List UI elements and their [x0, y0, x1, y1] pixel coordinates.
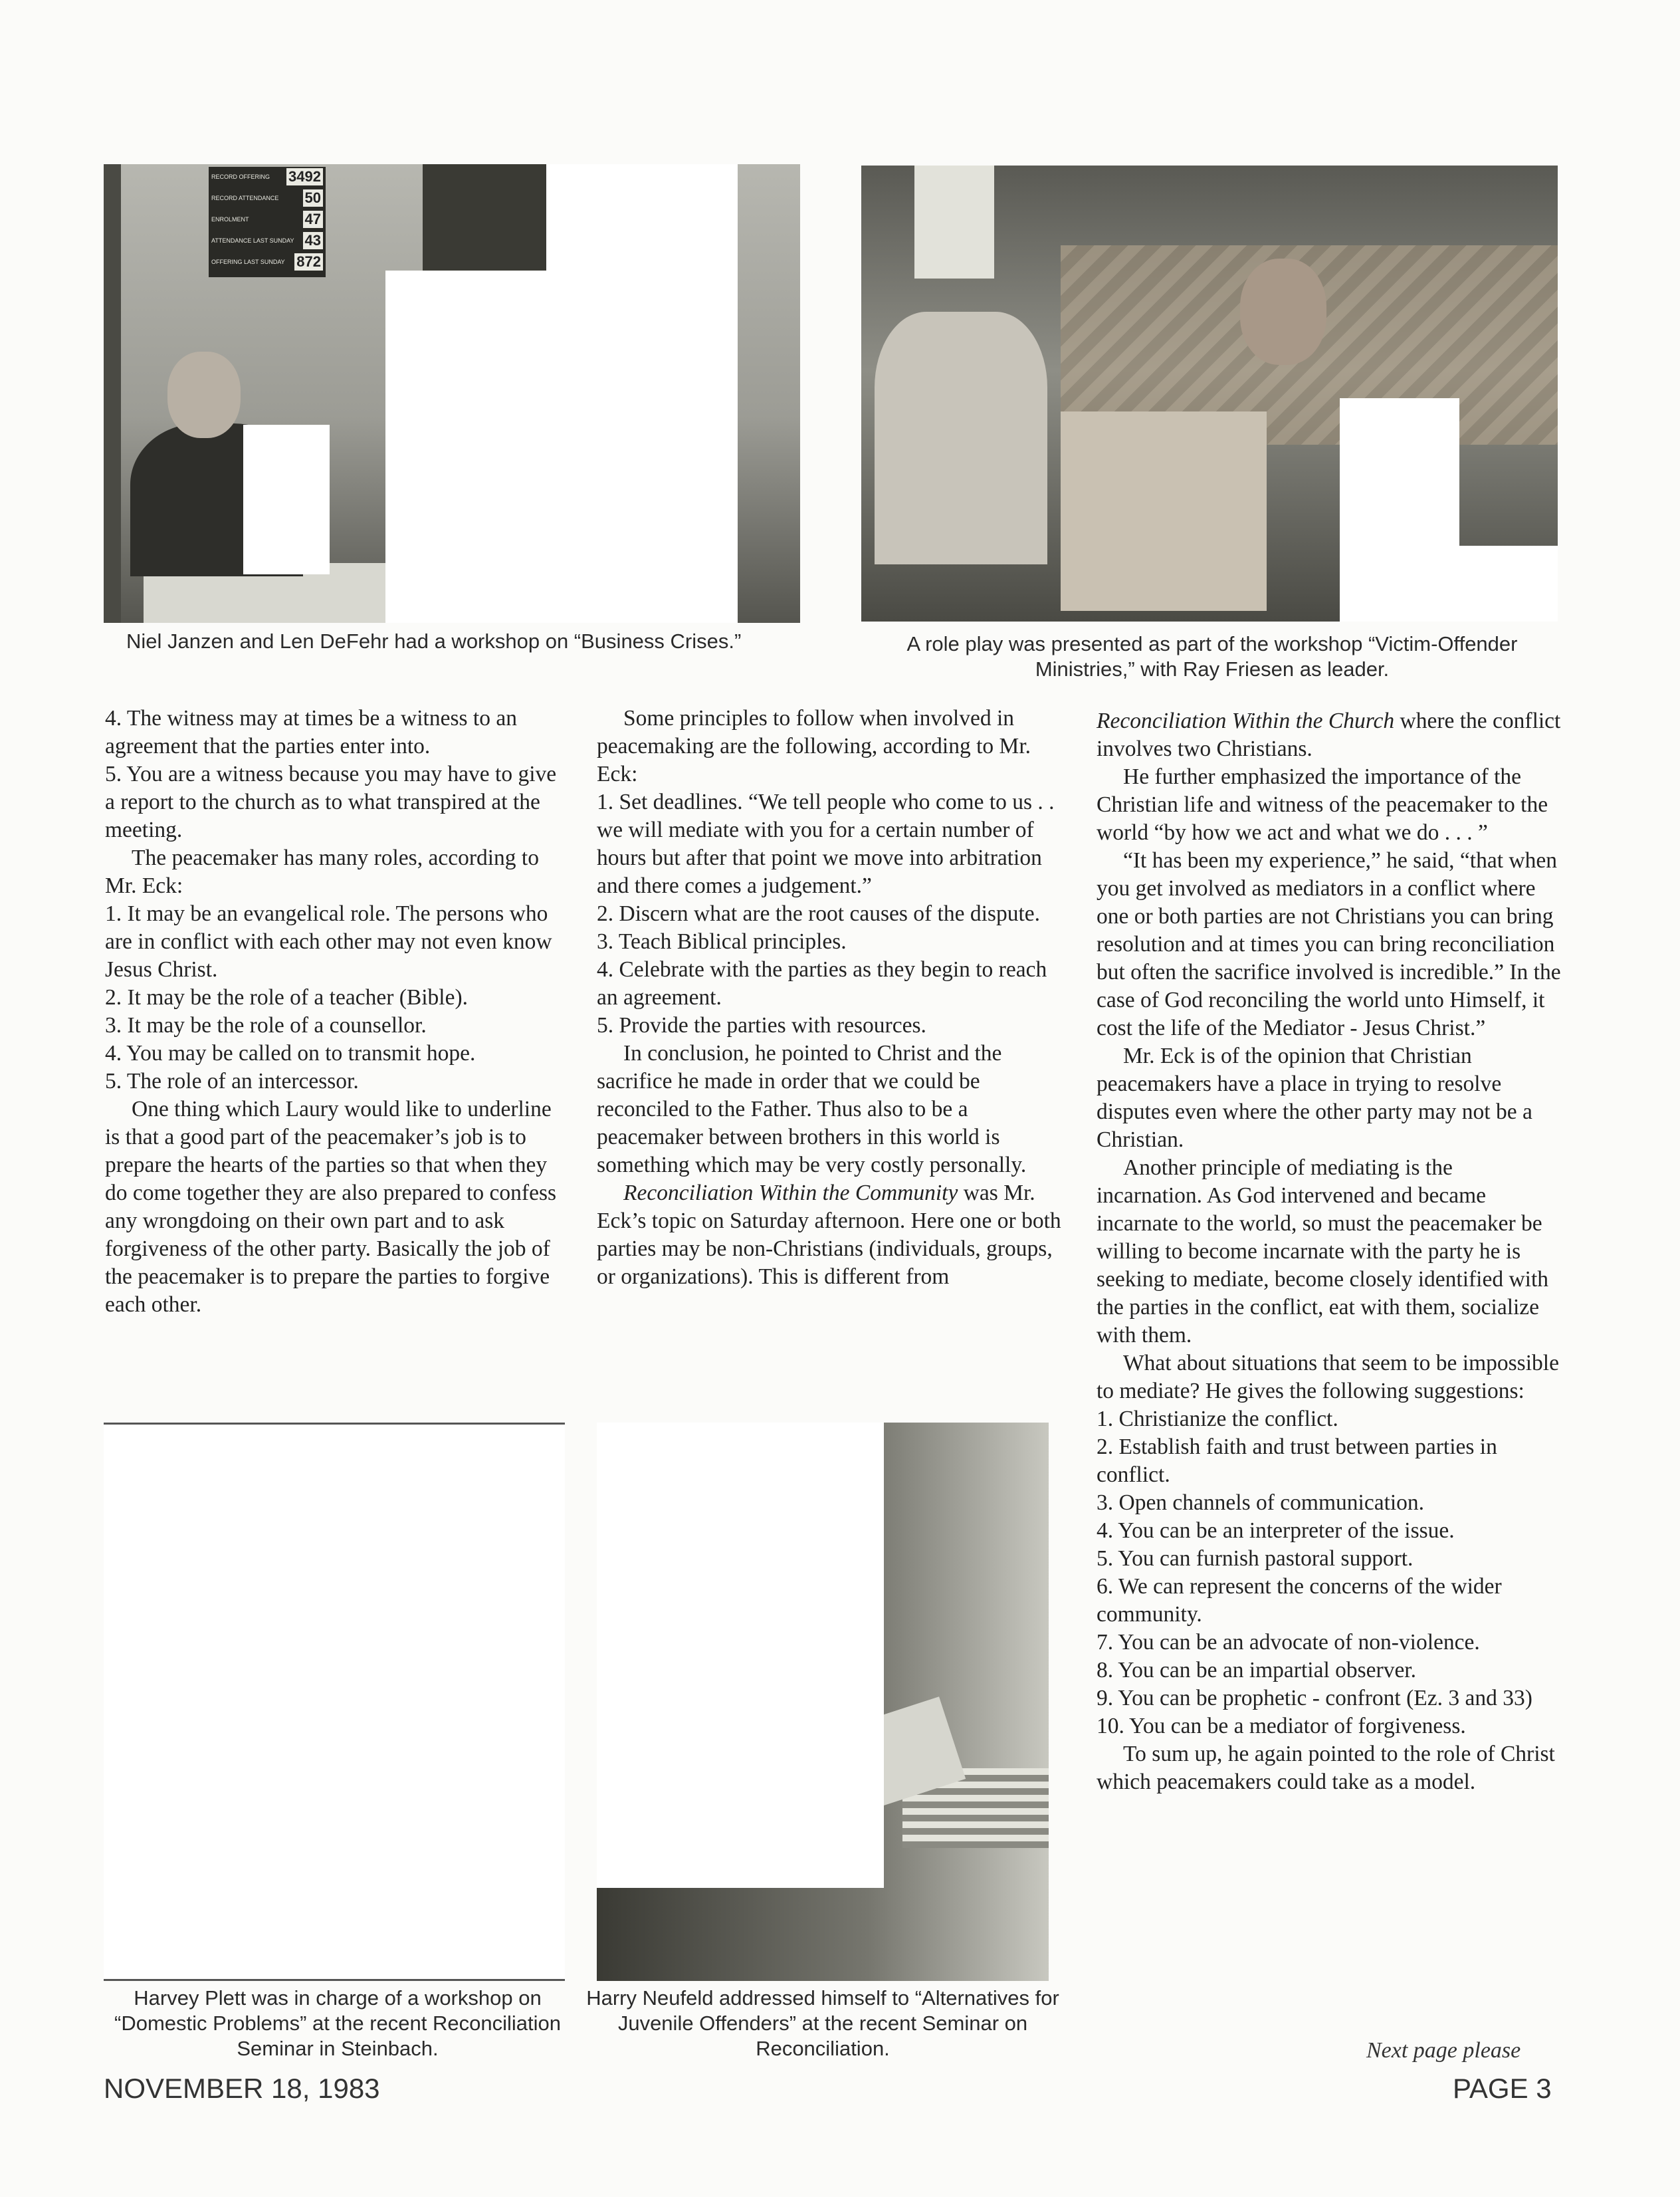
sign-row	[211, 168, 323, 185]
list-item: 5. The role of an intercessor.	[105, 1069, 359, 1094]
photo-business-crises	[104, 164, 800, 623]
caption-domestic-problems: Harvey Plett was in charge of a workshop on “Domestic Problems” at the recent Reconciliation Seminar in Steinbach.	[114, 1986, 561, 2060]
topic-title: Reconciliation Within the Community	[623, 1181, 958, 1205]
next-page-note: Next page please	[1366, 2038, 1521, 2063]
lead-title: Reconciliation Within the Church	[1097, 709, 1395, 733]
paragraph	[1097, 707, 1562, 763]
sign-label: ENROLMENT	[211, 216, 249, 223]
sign-value: 50	[303, 189, 323, 207]
page-number: PAGE 3	[1453, 2073, 1552, 2104]
paragraph: He further emphasized the importance of the Christian life and witness of the peacemaker to the world “by how we act and what we do . . . ”	[1097, 764, 1548, 845]
list-item: 4. You may be called on to transmit hope.	[105, 1041, 476, 1066]
list-item: 1. Christianize the conflict.	[1097, 1407, 1338, 1431]
photo-role-play	[861, 166, 1558, 622]
list-item: 2. Establish faith and trust between parties in conflict.	[1097, 1435, 1497, 1487]
list-item: 8. You can be an impartial observer.	[1097, 1658, 1416, 1682]
redaction-box	[243, 425, 330, 574]
sign-row	[211, 253, 323, 271]
article-column-3	[1097, 707, 1562, 1796]
paragraph	[597, 1179, 1062, 1291]
caption-juvenile-offenders: Harry Neufeld addressed himself to “Alternatives for Juvenile Offenders” at the recent Seminar on Reconciliation.	[586, 1986, 1059, 2060]
redaction-box	[546, 164, 738, 271]
redaction-box	[1459, 546, 1558, 622]
paragraph: What about situations that seem to be impossible to mediate? He gives the following suggestions:	[1097, 1351, 1559, 1403]
list-item: 10. You can be a mediator of forgiveness.	[1097, 1714, 1466, 1738]
list-item: 7. You can be an advocate of non-violence.	[1097, 1630, 1480, 1655]
list-item: 3. Open channels of communication.	[1097, 1490, 1425, 1515]
sign-row	[211, 189, 323, 207]
list-item: 4. You can be an interpreter of the issue.	[1097, 1518, 1455, 1543]
issue-date: NOVEMBER 18, 1983	[104, 2073, 380, 2104]
paragraph: The peacemaker has many roles, according to Mr. Eck:	[105, 846, 539, 898]
list-item: 2. Discern what are the root causes of the dispute.	[597, 901, 1040, 926]
sign-label: OFFERING LAST SUNDAY	[211, 259, 285, 265]
list-item: 1. Set deadlines. “We tell people who come to us . . we will mediate with you for a certain number of hours but after that point we move into arbitration and there comes a judgement.”	[597, 790, 1055, 898]
lead-text: where the conflict involves two Christians.	[1097, 709, 1561, 761]
paragraph: Mr. Eck is of the opinion that Christian peacemakers have a place in trying to resolve disputes even where the other party may not be a Christian.	[1097, 1044, 1532, 1152]
list-item: 9. You can be prophetic - confront (Ez. 3 and 33)	[1097, 1686, 1532, 1710]
article-column-2	[597, 705, 1062, 1291]
list-item: 3. Teach Biblical principles.	[597, 929, 847, 954]
paragraph: One thing which Laury would like to underline is that a good part of the peacemaker’s job is to prepare the hearts of the parties so that when they do come together they are also prepared to confess any wrongdoing on their own part and to ask forgiveness of the other party. Basically the job of the peacemaker is to prepare the parties to forgive each other.	[105, 1097, 557, 1317]
list-item: 2. It may be the role of a teacher (Bible).	[105, 985, 468, 1010]
list-item: 3. It may be the role of a counsellor.	[105, 1013, 427, 1038]
attendance-sign	[209, 167, 326, 277]
list-item: 5. Provide the parties with resources.	[597, 1013, 926, 1038]
sign-label: ATTENDANCE LAST SUNDAY	[211, 237, 294, 244]
list-item: 5. You can furnish pastoral support.	[1097, 1546, 1414, 1571]
paragraph: To sum up, he again pointed to the role of Christ which peacemakers could take as a model.	[1097, 1742, 1555, 1794]
paragraph: In conclusion, he pointed to Christ and the sacrifice he made in order that we could be reconciled to the Father. Thus also to be a peacemaker between brothers in this world is something which may be very costly personally.	[597, 1041, 1027, 1177]
article-column-1	[105, 705, 566, 1319]
paragraph: Another principle of mediating is the incarnation. As God intervened and became incarnate to the world, so must the peacemaker be willing to become incarnate with the party he is seeking to mediate, become closely identified with the parties in the conflict, eat with them, socialize with them.	[1097, 1155, 1549, 1347]
sign-row	[211, 211, 323, 228]
list-item: 4. Celebrate with the parties as they begin to reach an agreement.	[597, 957, 1047, 1010]
sign-value: 3492	[286, 168, 323, 185]
sign-value: 43	[303, 232, 323, 249]
photo-domestic-problems	[104, 1423, 565, 1981]
list-item: 6. We can represent the concerns of the wider community.	[1097, 1574, 1502, 1627]
list-item: 1. It may be an evangelical role. The persons who are in conflict with each other may not even know Jesus Christ.	[105, 901, 552, 982]
sign-label: RECORD OFFERING	[211, 173, 270, 180]
caption-role-play: A role play was presented as part of the workshop “Victim-Offender Ministries,” with Ray Friesen as leader.	[906, 632, 1518, 681]
sign-label: RECORD ATTENDANCE	[211, 195, 279, 201]
sign-value: 47	[303, 211, 323, 228]
redaction-box	[385, 271, 738, 623]
redaction-box	[597, 1423, 884, 1888]
sign-value: 872	[294, 253, 323, 271]
paragraph: Some principles to follow when involved in peacemaking are the following, according to Mr. Eck:	[597, 706, 1031, 786]
photo-juvenile-offenders	[597, 1423, 1049, 1981]
redaction-box	[1340, 398, 1459, 622]
paragraph: “It has been my experience,” he said, “that when you get involved as mediators in a conflict where one or both parties are not Christians you can bring resolution and at times you can bring reconciliation but often the sacrifice involved is incredible.” In the case of God reconciling the world unto Himself, it cost the life of the Mediator - Jesus Christ.”	[1097, 848, 1561, 1040]
paragraph: 4. The witness may at times be a witness to an agreement that the parties enter into.	[105, 706, 517, 758]
sign-row	[211, 232, 323, 249]
paragraph: 5. You are a witness because you may have to give a report to the church as to what transpired at the meeting.	[105, 762, 557, 842]
topic-text: was Mr. Eck’s topic on Saturday afternoon. Here one or both parties may be non-Christians (individuals, groups, or organizations). This is different from	[597, 1181, 1061, 1289]
caption-business-crises: Niel Janzen and Len DeFehr had a workshop on “Business Crises.”	[126, 630, 742, 653]
